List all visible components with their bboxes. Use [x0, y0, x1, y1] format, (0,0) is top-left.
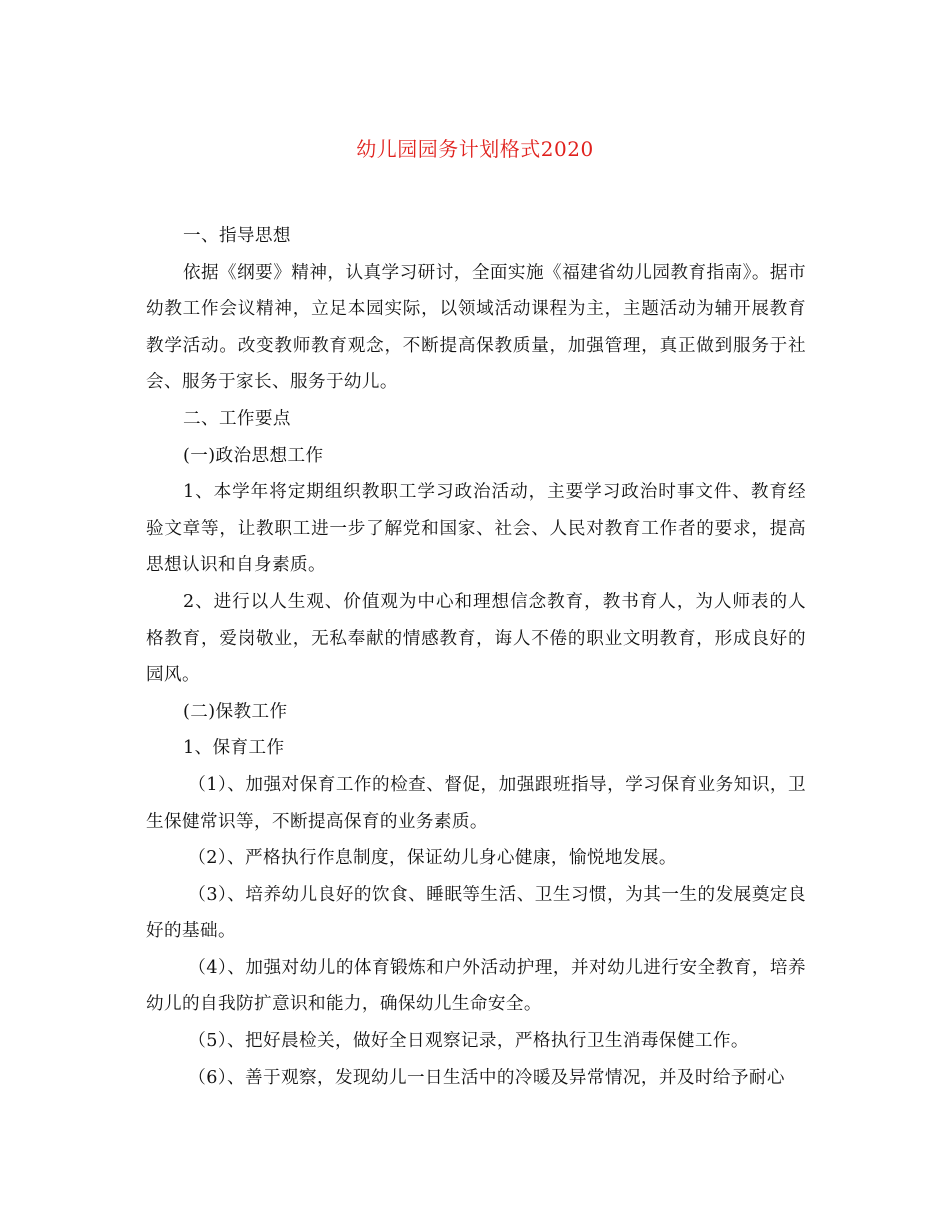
document-title: 幼儿园园务计划格式2020: [356, 137, 594, 161]
section-heading-work-points: 二、工作要点: [182, 408, 291, 429]
list-item-care-2: （2）、严格执行作息制度，保证幼儿身心健康，愉悦地发展。: [188, 848, 677, 869]
document-body: [146, 218, 806, 1096]
subsection-heading-care-education: (二)保教工作: [182, 701, 288, 722]
list-item-care-1: （1）、加强对保育工作的检查、督促，加强跟班指导，学习保育业务知识，卫生保健常识等，不断提高保育的业务素质。: [146, 774, 806, 832]
paragraph-guiding-ideology: 依据《纲要》精神，认真学习研讨，全面实施《福建省幼儿园教育指南》。据市幼教工作会议精神，立足本园实际，以领域活动课程为主，主题活动为辅开展教育教学活动。改变教师教育观念，不断提高保教质量，加强管理，真正做到服务于社会、服务于家长、服务于幼儿。: [146, 262, 806, 393]
list-item-care-3: （3）、培养幼儿良好的饮食、睡眠等生活、卫生习惯，为其一生的发展奠定良好的基础。: [146, 884, 806, 942]
list-item-care-4: （4）、加强对幼儿的体育锻炼和户外活动护理，并对幼儿进行安全教育，培养幼儿的自我防扩意识和能力，确保幼儿生命安全。: [146, 957, 806, 1015]
paragraph-political-work-2: 2、进行以人生观、价值观为中心和理想信念教育，教书育人，为人师表的人格教育，爱岗敬业，无私奉献的情感教育，诲人不倦的职业文明教育，形成良好的园风。: [146, 591, 806, 686]
paragraph-political-work-1: 1、本学年将定期组织教职工学习政治活动，主要学习政治时事文件、教育经验文章等，让教职工进一步了解党和国家、社会、人民对教育工作者的要求，提高思想认识和自身素质。: [146, 482, 806, 576]
list-item-care-6: （6）、善于观察，发现幼儿一日生活中的冷暖及异常情况，并及时给予耐心: [188, 1067, 785, 1088]
section-heading-guiding-ideology: 一、指导思想: [182, 226, 291, 246]
subsection-heading-political-work: (一)政治思想工作: [182, 445, 324, 466]
list-item-care-5: （5）、把好晨检关，做好全日观察记录，严格执行卫生消毒保健工作。: [188, 1031, 749, 1052]
subsection-heading-care-work: 1、保育工作: [182, 738, 285, 759]
